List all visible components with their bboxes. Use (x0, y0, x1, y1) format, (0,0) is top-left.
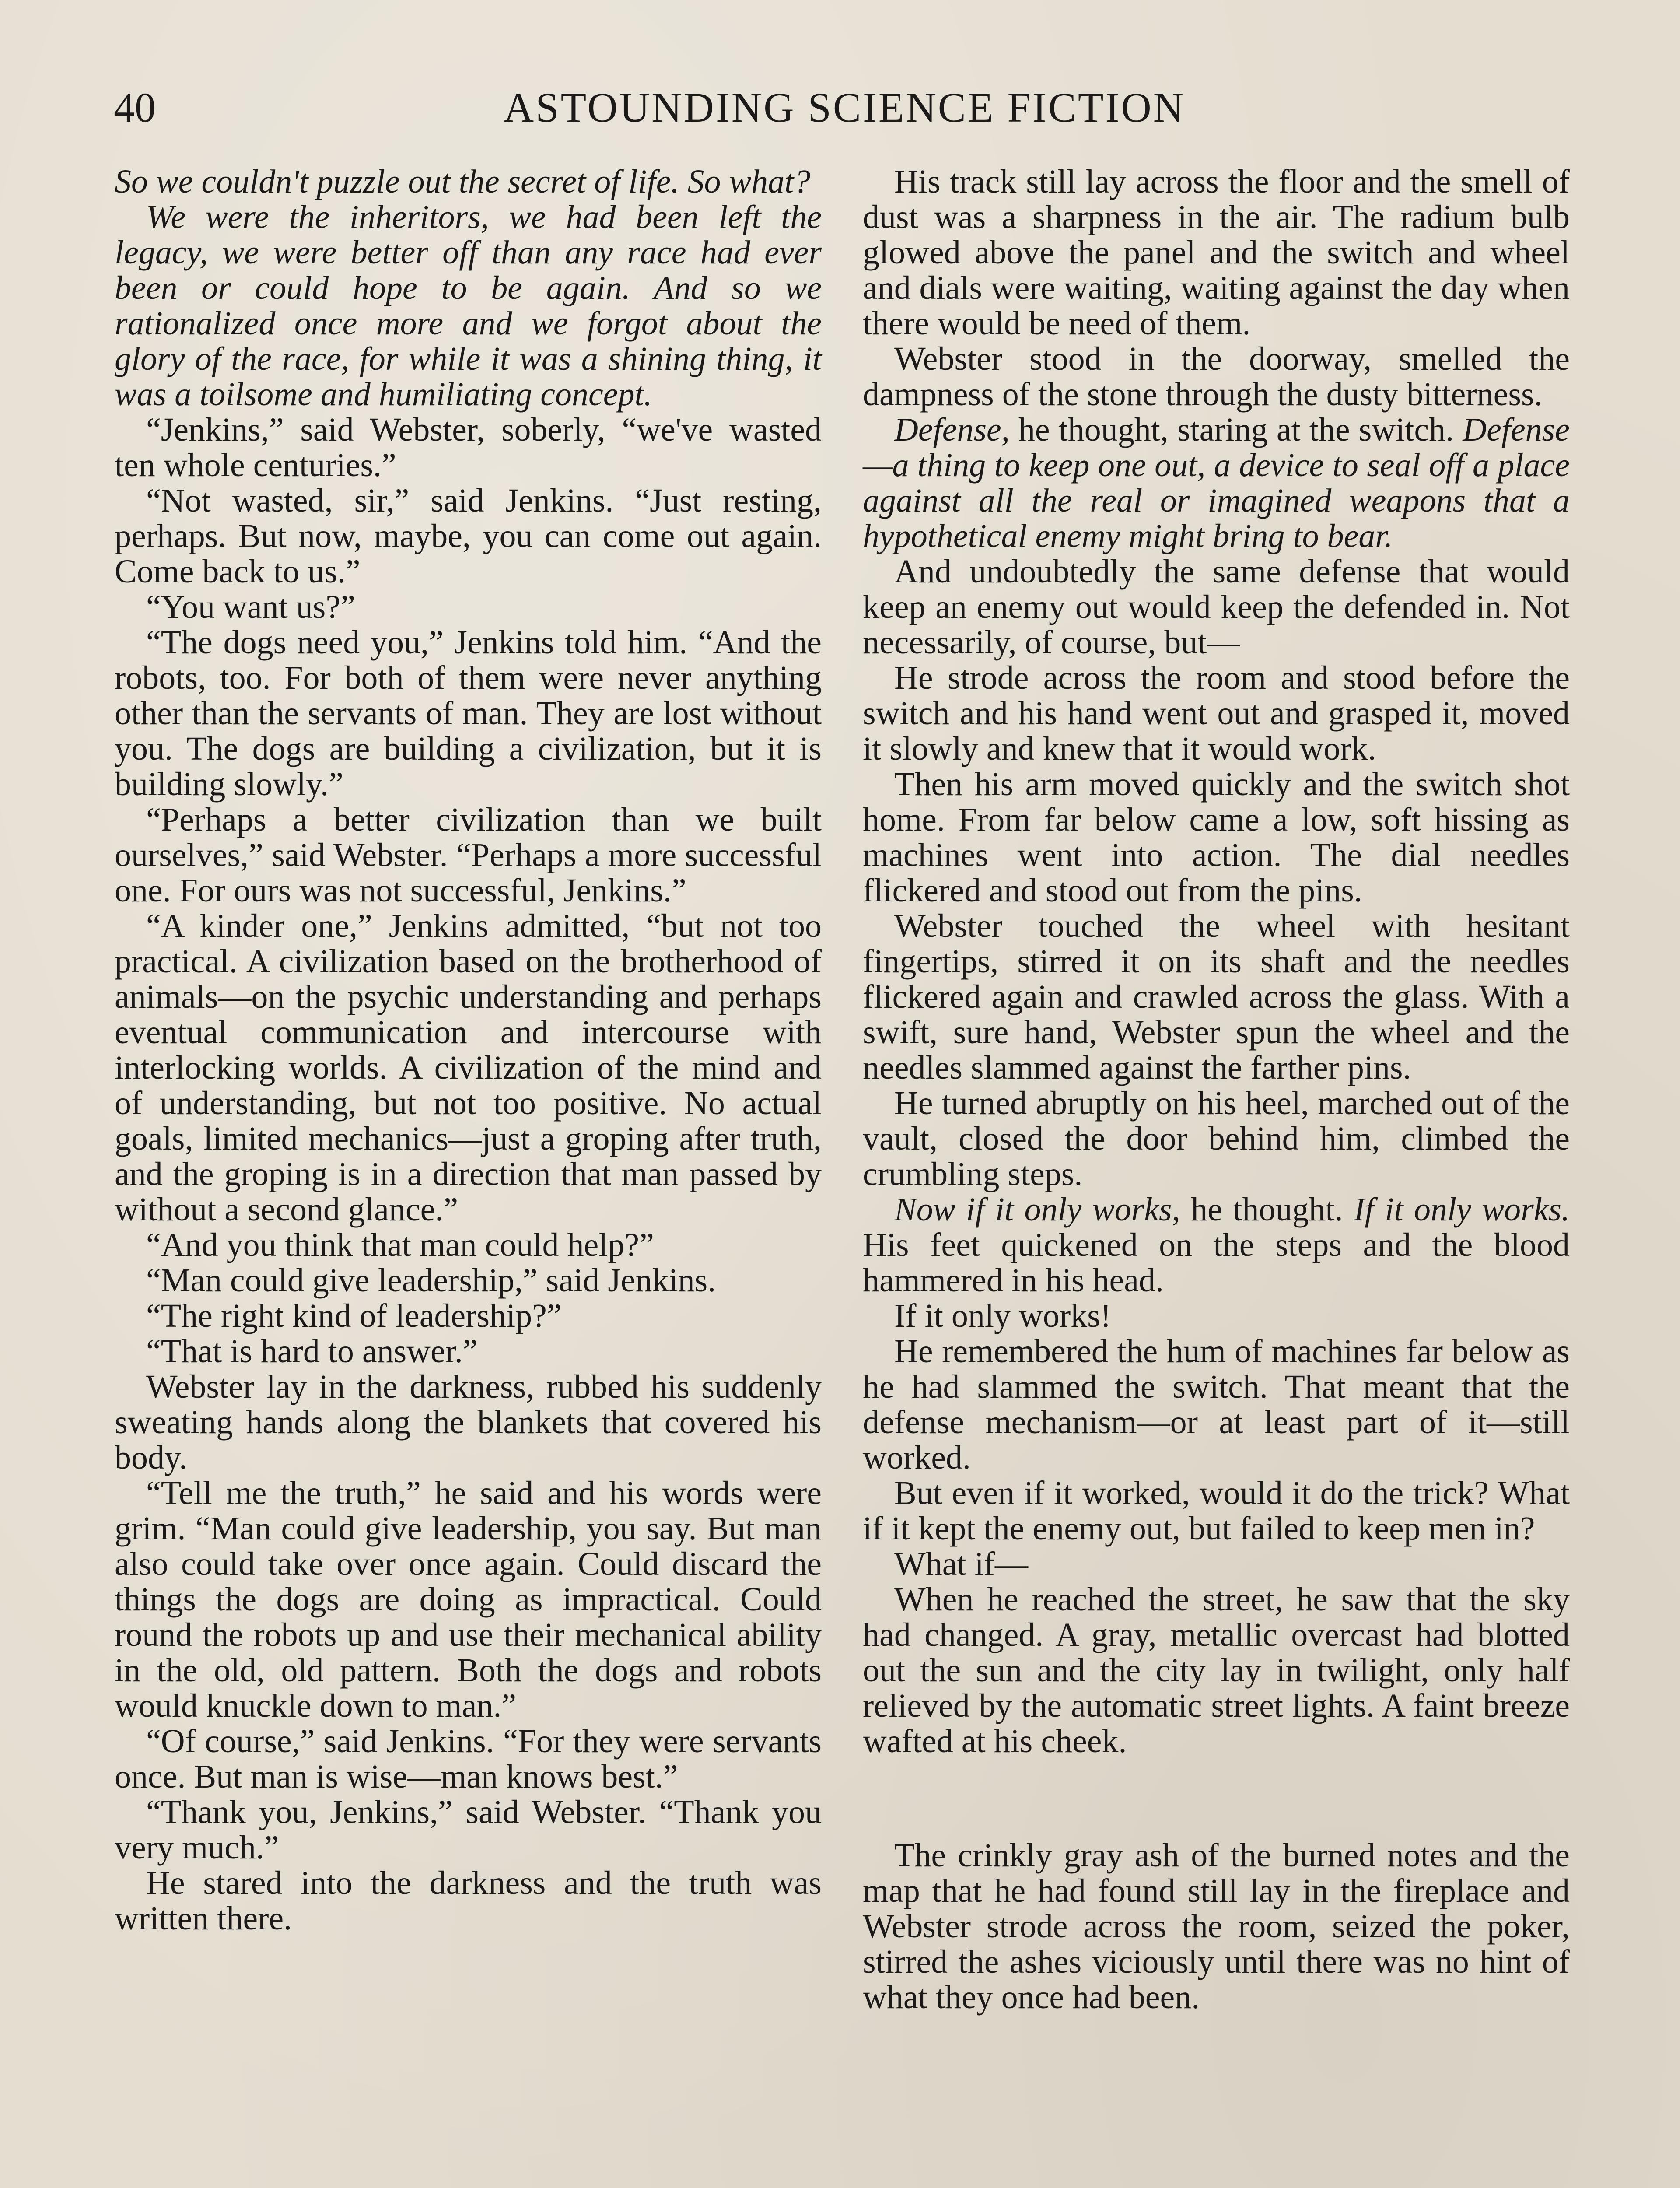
paragraph: His track still lay across the floor and the smell of dust was a sharpness in the air. The radium bulb glowed above the panel and the switch and wheel and dials were waiting, waiting against the day when there would be need of them. (863, 163, 1570, 342)
paragraph: He turned abruptly on his heel, marched out of the vault, closed the door behind him, climbed the crumbling steps. (863, 1085, 1570, 1192)
paragraph: The crinkly gray ash of the burned notes and the map that he had found still lay in the fireplace and Webster strode across the room, seized the poker, stirred the ashes viciously until there was no hint of what they once had been. (863, 1837, 1570, 2016)
paragraph: “Tell me the truth,” he said and his words were grim. “Man could give leadership, you say. But man also could take over once again. Could discard the things the dogs are doing as impractical. Could round the robots up and use their mechanical ability in the old, old pattern. Both the dogs and robots would knuckle down to man.” (115, 1475, 822, 1724)
paragraph: Webster stood in the doorway, smelled the dampness of the stone through the dusty bitterness. (863, 340, 1570, 413)
italic-text: If it only works. (1354, 1191, 1570, 1228)
paragraph: “Thank you, Jenkins,” said Webster. “Thank you very much.” (115, 1794, 822, 1866)
paragraph: “Man could give leadership,” said Jenkins. (146, 1262, 716, 1299)
paragraph: When he reached the street, he saw that the sky had changed. A gray, metallic overcast had blotted out the sun and the city lay in twilight, only half relieved by the automatic street lights. A faint breeze wafted at his cheek. (863, 1581, 1570, 1760)
paragraph: He stared into the darkness and the truth was written there. (115, 1865, 822, 1937)
paragraph: If it only works! (894, 1297, 1112, 1334)
page-header (114, 83, 1575, 144)
page-number: 40 (114, 84, 156, 131)
paragraph: “And you think that man could help?” (146, 1227, 654, 1263)
italic-text: Now if it only works, (894, 1191, 1180, 1228)
right-column (863, 164, 1570, 2015)
paragraph: “Perhaps a better civilization than we built ourselves,” said Webster. “Perhaps a more successful one. For ours was not successful, Jenkins.” (115, 801, 822, 909)
paragraph: “Of course,” said Jenkins. “For they were servants once. But man is wise—man knows best.” (115, 1723, 822, 1795)
left-column (115, 164, 822, 1936)
paragraph: But even if it worked, would it do the trick? What if it kept the enemy out, but failed to keep men in? (863, 1475, 1570, 1547)
paragraph (863, 1192, 1570, 1298)
paragraph: “Jenkins,” said Webster, soberly, “we've wasted ten whole centuries.” (115, 411, 822, 484)
paragraph: Then his arm moved quickly and the switch shot home. From far below came a low, soft hissing as machines went into action. The dial needles flickered and stood out from the pins. (863, 766, 1570, 909)
paragraph: He strode across the room and stood before the switch and his hand went out and grasped it, moved it slowly and knew that it would work. (863, 659, 1570, 767)
paragraph: What if— (894, 1546, 1029, 1582)
paragraph: Webster touched the wheel with hesitant fingertips, stirred it on its shaft and the needles flickered again and crawled across the glass. With a swift, sure hand, Webster spun the wheel and the needles slammed against the farther pins. (863, 908, 1570, 1086)
text-span: he thought, staring at the switch. (1009, 411, 1463, 448)
paragraph: And undoubtedly the same defense that would keep an enemy out would keep the defended in. Not necessarily, of course, but— (863, 553, 1570, 661)
paragraph: Webster lay in the darkness, rubbed his suddenly sweating hands along the blankets that covered his body. (115, 1368, 822, 1476)
paragraph: “The right kind of leadership?” (146, 1297, 562, 1334)
section-break (863, 1759, 1570, 1838)
running-title: ASTOUNDING SCIENCE FICTION (503, 84, 1186, 131)
paragraph: He remembered the hum of machines far below as he had slammed the switch. That meant that the defense mechanism—or at least part of it—still worked. (863, 1333, 1570, 1476)
paragraph (863, 412, 1570, 554)
text-span: His feet quickened on the steps and the blood hammered in his head. (863, 1227, 1570, 1299)
text-span: he thought. (1180, 1191, 1354, 1228)
paragraph: So we couldn't puzzle out the secret of life. So what? (115, 163, 811, 200)
paragraph: “Not wasted, sir,” said Jenkins. “Just resting, perhaps. But now, maybe, you can come out again. Come back to us.” (115, 482, 822, 590)
italic-text: Defense—a thing to keep one out, a device to seal off a place against all the real or imagined weapons that a hypothetical enemy might bring to bear. (863, 411, 1570, 554)
paragraph: “The dogs need you,” Jenkins told him. “And the robots, too. For both of them were never anything other than the servants of man. They are lost without you. The dogs are building a civilization, but it is building slowly.” (115, 624, 822, 803)
paragraph: We were the inheritors, we had been left the legacy, we were better off than any race had ever been or could hope to be again. And so we rationalized once more and we forgot about the glory of the race, for while it was a shining thing, it was a toilsome and humiliating concept. (115, 199, 822, 413)
paragraph: “You want us?” (146, 589, 355, 625)
paragraph: “A kinder one,” Jenkins admitted, “but not too practical. A civilization based on the brotherhood of animals—on the psychic understanding and perhaps eventual communication and intercourse with interlocking worlds. A civilization of the mind and of understanding, but not too positive. No actual goals, limited mechanics—just a groping after truth, and the groping is in a direction that man passed by without a second glance.” (115, 908, 822, 1228)
paragraph: “That is hard to answer.” (146, 1333, 478, 1370)
italic-text: Defense, (894, 411, 1010, 448)
